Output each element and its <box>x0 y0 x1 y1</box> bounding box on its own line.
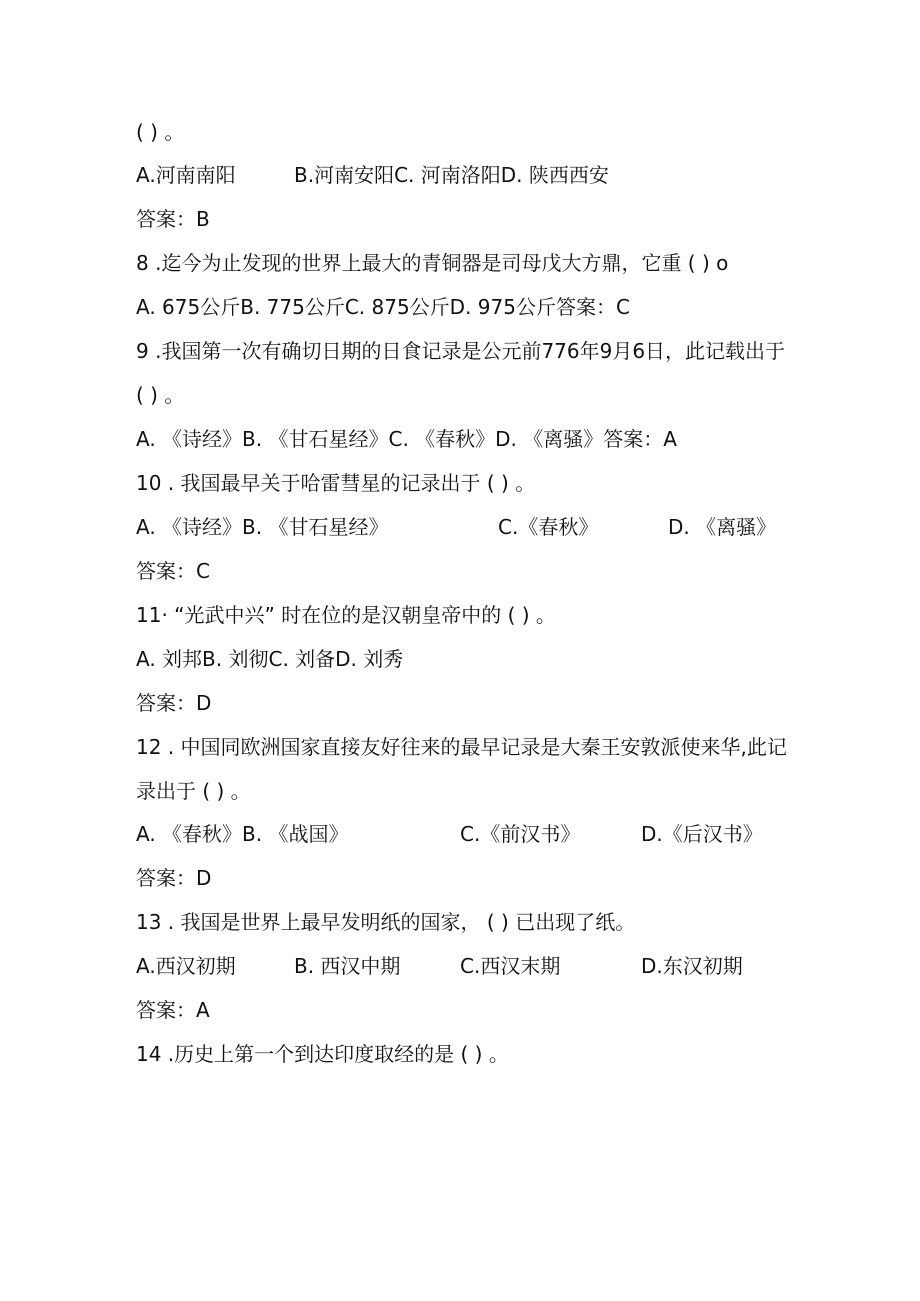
q9-options-answer: A. 《诗经》B. 《甘石星经》C. 《春秋》D. 《离骚》答案：A <box>136 427 677 451</box>
option-d: D.《后汉书》 <box>641 822 763 846</box>
q11-options: A. 刘邦B. 刘彻C. 刘备D. 刘秀 <box>136 647 404 671</box>
question-14: 14 .历史上第一个到达印度取经的是 ( ) 。 <box>136 1042 509 1066</box>
question-13: 13 . 我国是世界上最早发明纸的国家， ( ) 已出现了纸。 <box>136 910 636 934</box>
question-9-continued: ( ) 。 <box>136 383 185 407</box>
option-a: A.河南南阳 <box>136 163 236 187</box>
answer-q10: 答案：C <box>136 559 210 583</box>
option-a-b: A. 《春秋》B. 《战国》 <box>136 822 349 846</box>
question-12-continued: 录出于 ( ) 。 <box>136 779 251 803</box>
option-c: C.西汉末期 <box>460 954 561 978</box>
question-9: 9 .我国第一次有确切日期的日食记录是公元前776年9月6日，此记载出于 <box>136 339 786 363</box>
answer-q7: 答案：B <box>136 207 210 231</box>
option-a-b: A. 《诗经》B. 《甘石星经》 <box>136 515 389 539</box>
question-11: 11· “光武中兴” 时在位的是汉朝皇帝中的 ( ) 。 <box>136 603 556 627</box>
question-10: 10 . 我国最早关于哈雷彗星的记录出于 ( ) 。 <box>136 471 536 495</box>
option-c: C.《春秋》 <box>498 515 599 539</box>
question-8: 8 .迄今为止发现的世界上最大的青铜器是司母戊大方鼎，它重 ( ) o <box>136 251 729 275</box>
option-d: D.东汉初期 <box>641 954 743 978</box>
q8-options-answer: A. 675公斤B. 775公斤C. 875公斤D. 975公斤答案：C <box>136 295 630 319</box>
option-b-c-d: B.河南安阳C. 河南洛阳D. 陕西西安 <box>294 163 609 187</box>
question-12: 12 . 中国同欧洲国家直接友好往来的最早记录是大秦王安敦派使来华,此记 <box>136 735 787 759</box>
answer-q11: 答案：D <box>136 691 212 715</box>
q7-blank-line: ( ) 。 <box>136 120 185 144</box>
option-b: B. 西汉中期 <box>294 954 401 978</box>
answer-q12: 答案：D <box>136 866 212 890</box>
option-c: C.《前汉书》 <box>460 822 581 846</box>
option-d: D. 《离骚》 <box>668 515 777 539</box>
option-a: A.西汉初期 <box>136 954 236 978</box>
answer-q13: 答案：A <box>136 998 210 1022</box>
